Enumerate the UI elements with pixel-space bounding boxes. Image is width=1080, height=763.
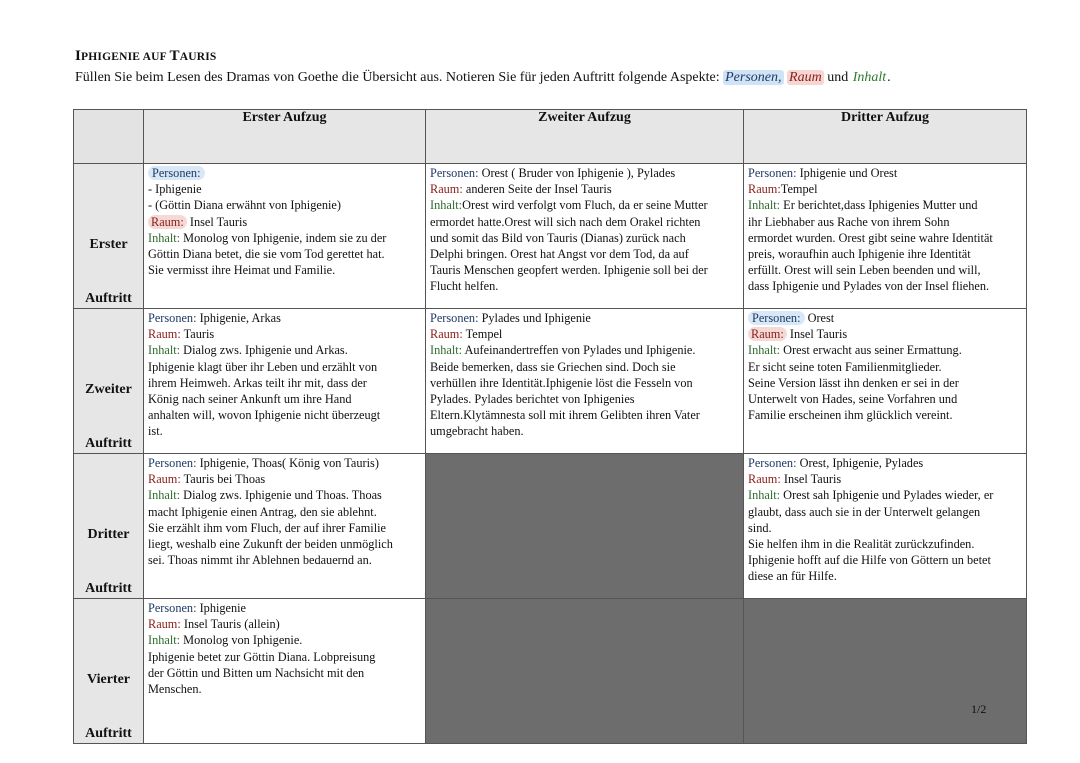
cell-text: ermordet wurden. Orest gibt seine wahre Identität — [748, 230, 993, 245]
cell-line — [748, 520, 1023, 536]
cell-line — [430, 262, 740, 278]
cell-text: sind. — [748, 520, 772, 535]
row-header-vierter-auftritt: Vierter Auftritt — [74, 599, 144, 744]
cell-line — [748, 181, 1023, 197]
label-personen: Personen: — [148, 601, 197, 615]
cell-text: Beide bemerken, dass sie Griechen sind. Doch sie — [430, 359, 676, 374]
cell-line — [148, 665, 422, 681]
label-raum: Raum: — [748, 327, 787, 341]
column-header-erster-aufzug: Erster Aufzug — [144, 110, 426, 164]
cell-line — [430, 407, 740, 423]
cell-line — [148, 246, 422, 262]
cell-line — [430, 278, 740, 294]
cell-text: macht Iphigenie einen Antrag, den sie ablehnt. — [148, 504, 377, 519]
cell-text: Er berichtet,dass Iphigenies Mutter und — [780, 198, 978, 213]
cell-text: Pylades und Iphigenie — [478, 311, 591, 325]
table-row — [74, 454, 1027, 599]
cell-line — [430, 359, 740, 375]
cell-text: Sie vermisst ihre Heimat und Familie. — [148, 263, 336, 278]
cell-line — [430, 165, 740, 181]
cell-line — [148, 165, 422, 181]
cell-text: Familie erscheinen ihm glücklich vereint. — [748, 408, 953, 423]
table-cell[interactable] — [744, 309, 1027, 454]
cell-line — [748, 214, 1023, 230]
cell-line — [430, 342, 740, 358]
label-raum: Raum: — [148, 472, 181, 487]
cell-text: Insel Tauris (allein) — [180, 617, 280, 632]
cell-text: Orest erwacht aus seiner Ermattung. — [780, 343, 962, 358]
cell-text: ermordet hatte.Orest will sich nach dem Orakel richten — [430, 214, 701, 229]
cell-line — [148, 632, 422, 648]
cell-text: dass Iphigenie und Pylades von der Insel fliehen. — [748, 279, 990, 294]
cell-line — [748, 165, 1023, 181]
label-raum: Raum: — [748, 472, 781, 487]
cell-line — [748, 504, 1023, 520]
cell-line — [148, 407, 422, 423]
cell-text: Menschen. — [148, 682, 202, 697]
corner-cell — [74, 110, 144, 164]
cell-line — [148, 423, 422, 439]
cell-text: Iphigenie, Arkas — [196, 311, 281, 325]
cell-line — [148, 504, 422, 520]
label-inhalt: Inhalt: — [148, 343, 181, 358]
cell-text: Er sicht seine toten Familienmitglieder. — [748, 359, 942, 374]
cell-text: Orest wird verfolgt vom Fluch, da er seine Mutter — [462, 198, 708, 213]
label-raum: Raum: — [430, 327, 463, 342]
label-inhalt: Inhalt: — [748, 343, 781, 358]
cell-line — [748, 407, 1023, 423]
cell-text: diese an für Hilfe. — [748, 569, 837, 584]
cell-text: Tempel — [462, 327, 503, 342]
cell-text: anderen Seite der Insel Tauris — [462, 182, 612, 197]
label-inhalt: Inhalt: — [748, 488, 781, 503]
cell-text: Iphigenie und Orest — [796, 166, 898, 180]
cell-text: ihrem Heimweh. Arkas teilt ihr mit, dass der — [148, 375, 367, 390]
cell-line — [148, 471, 422, 487]
cell-line — [148, 536, 422, 552]
cell-line — [748, 246, 1023, 262]
document-title: IPHIGENIE AUF TAURIS — [75, 48, 217, 64]
cell-text: Unterwelt von Hades, seine Vorfahren und — [748, 392, 958, 407]
header-row — [74, 110, 1027, 164]
cell-text: der Göttin und Bitten um Nachsicht mit den — [148, 665, 365, 680]
cell-text: Insel Tauris — [786, 327, 848, 342]
cell-text: Monolog von Iphigenie. — [180, 633, 303, 648]
table-cell[interactable] — [144, 599, 426, 744]
table-cell[interactable] — [144, 454, 426, 599]
highlight-personen: Personen, — [725, 70, 782, 85]
cell-line — [148, 391, 422, 407]
cell-line — [148, 310, 422, 326]
cell-line — [748, 326, 1023, 342]
column-header-dritter-aufzug: Dritter Aufzug — [744, 110, 1027, 164]
cell-line — [430, 214, 740, 230]
cell-line — [148, 649, 422, 665]
cell-line — [148, 552, 422, 568]
cell-text: Eltern.Klytämnesta soll mit ihrem Gelibten ihren Vater — [430, 408, 700, 423]
cell-line — [748, 197, 1023, 213]
table-cell[interactable] — [144, 309, 426, 454]
cell-line — [148, 487, 422, 503]
label-raum: Raum: — [148, 215, 187, 229]
label-personen: Personen: — [148, 166, 205, 180]
cell-line — [148, 230, 422, 246]
cell-text: Tauris bei Thoas — [180, 472, 266, 487]
cell-line — [148, 262, 422, 278]
cell-line — [430, 197, 740, 213]
table-cell[interactable] — [744, 164, 1027, 309]
label-personen: Personen: — [748, 311, 805, 325]
cell-text: umgebracht haben. — [430, 424, 524, 439]
label-personen: Personen: — [148, 311, 197, 325]
cell-text: Orest, Iphigenie, Pylades — [796, 456, 924, 470]
cell-text: Orest ( Bruder von Iphigenie ), Pylades — [478, 166, 676, 180]
cell-text: Orest — [804, 311, 835, 325]
label-inhalt: Inhalt: — [148, 230, 181, 245]
filled-cell — [426, 599, 744, 744]
cell-text: glaubt, dass auch sie in der Unterwelt gelangen — [748, 504, 981, 519]
label-raum: Raum: — [148, 617, 181, 632]
cell-line — [148, 326, 422, 342]
cell-text: Flucht helfen. — [430, 279, 499, 294]
label-inhalt: Inhalt: — [748, 198, 781, 213]
cell-text: anhalten will, wovon Iphigenie nicht überzeugt — [148, 408, 381, 423]
cell-text: Iphigenie hofft auf die Hilfe von Göttern un betet — [748, 553, 991, 568]
cell-line — [148, 181, 422, 197]
cell-line — [748, 552, 1023, 568]
label-raum: Raum: — [748, 182, 781, 197]
label-inhalt: Inhalt: — [148, 488, 181, 503]
cell-text: Iphigenie, Thoas( König von Tauris) — [196, 456, 379, 470]
cell-text: Insel Tauris — [186, 214, 248, 229]
cell-line — [748, 391, 1023, 407]
label-inhalt: Inhalt: — [148, 633, 181, 648]
cell-text: ihr Liebhaber aus Rache von ihrem Sohn — [748, 214, 950, 229]
cell-text: und somit das Bild von Tauris (Dianas) zurück nach — [430, 230, 686, 245]
highlight-inhalt: Inhalt — [852, 70, 887, 85]
table-cell[interactable] — [744, 454, 1027, 599]
row-header-zweiter-auftritt: Zweiter Auftritt — [74, 309, 144, 454]
cell-text: preis, woraufhin auch Iphigenie ihre Identität — [748, 247, 971, 262]
cell-text: Tempel — [780, 182, 818, 197]
cell-line — [148, 197, 422, 213]
cell-line — [748, 278, 1023, 294]
cell-text: Aufeinandertreffen von Pylades und Iphigenie. — [462, 343, 696, 358]
cell-line — [148, 681, 422, 697]
cell-text: Monolog von Iphigenie, indem sie zu der — [180, 230, 387, 245]
cell-text: - (Göttin Diana erwähnt von Iphigenie) — [148, 198, 341, 213]
cell-line — [748, 310, 1023, 326]
cell-text: Seine Version lässt ihn denken er sei in der — [748, 375, 959, 390]
cell-line — [430, 423, 740, 439]
cell-text: Sie helfen ihm in die Realität zurückzufinden. — [748, 537, 975, 552]
page-number: 1/2 — [971, 702, 987, 716]
cell-line — [430, 375, 740, 391]
cell-text: König nach seiner Ankunft um ihre Hand — [148, 392, 352, 407]
cell-text: Tauris Menschen geopfert werden. Iphigenie soll bei der — [430, 263, 708, 278]
highlight-raum: Raum — [789, 70, 822, 85]
cell-line — [748, 342, 1023, 358]
cell-text: Pylades. Pylades berichtet von Iphigenies — [430, 392, 635, 407]
cell-line — [748, 375, 1023, 391]
cell-text: ist. — [148, 424, 163, 439]
table-row — [74, 164, 1027, 309]
cell-line — [748, 262, 1023, 278]
table-row — [74, 309, 1027, 454]
cell-text: - Iphigenie — [148, 182, 202, 197]
cell-line — [748, 487, 1023, 503]
cell-line — [748, 536, 1023, 552]
instruction-main: Füllen Sie beim Lesen des Dramas von Goethe die Übersicht aus. Notieren Sie für jeden Auftritt folgende Aspekte: — [75, 70, 724, 85]
cell-line — [148, 600, 422, 616]
cell-text: Delphi bringen. Orest hat Angst vor dem Tod, da auf — [430, 247, 689, 262]
cell-text: Sie erzählt ihm vom Fluch, der auf ihrer Familie — [148, 520, 387, 535]
cell-line — [748, 568, 1023, 584]
cell-text: Dialog zws. Iphigenie und Arkas. — [180, 343, 348, 358]
table-cell[interactable] — [426, 309, 744, 454]
table-cell[interactable] — [144, 164, 426, 309]
cell-text: Tauris — [180, 327, 215, 342]
label-raum: Raum: — [430, 182, 463, 197]
cell-text: sei. Thoas nimmt ihr Ablehnen bedauernd an. — [148, 553, 372, 568]
cell-line — [748, 455, 1023, 471]
label-inhalt: Inhalt: — [430, 198, 463, 213]
cell-line — [430, 310, 740, 326]
instruction-text: Füllen Sie beim Lesen des Dramas von Goethe die Übersicht aus. Notieren Sie für jeden Auftritt folgende Aspekte: Personen, Raum und Inhalt. — [75, 70, 891, 85]
label-personen: Personen: — [430, 166, 479, 180]
cell-text: Insel Tauris — [780, 472, 842, 487]
cell-line — [430, 246, 740, 262]
cell-line — [430, 230, 740, 246]
cell-text: Iphigenie — [196, 601, 247, 615]
cell-line — [148, 342, 422, 358]
cell-line — [148, 520, 422, 536]
label-personen: Personen: — [748, 456, 797, 470]
filled-cell — [744, 599, 1027, 744]
row-header-erster-auftritt: Erster Auftritt — [74, 164, 144, 309]
cell-line — [430, 326, 740, 342]
column-header-zweiter-aufzug: Zweiter Aufzug — [426, 110, 744, 164]
cell-text: verhüllen ihre Identität.Iphigenie löst die Fesseln von — [430, 375, 693, 390]
cell-line — [748, 359, 1023, 375]
cell-text: Dialog zws. Iphigenie und Thoas. Thoas — [180, 488, 382, 503]
cell-text: Orest sah Iphigenie und Pylades wieder, er — [780, 488, 994, 503]
cell-line — [748, 230, 1023, 246]
label-personen: Personen: — [148, 456, 197, 470]
cell-line — [430, 181, 740, 197]
cell-line — [148, 616, 422, 632]
cell-text: Göttin Diana betet, die sie vom Tod gerettet hat. — [148, 247, 385, 262]
label-raum: Raum: — [148, 327, 181, 342]
cell-text: Iphigenie klagt über ihr Leben und erzählt von — [148, 359, 378, 374]
filled-cell — [426, 454, 744, 599]
cell-line — [148, 359, 422, 375]
label-inhalt: Inhalt: — [430, 343, 463, 358]
cell-text: liegt, weshalb eine Zukunft der beiden unmöglich — [148, 537, 393, 552]
cell-line — [148, 455, 422, 471]
cell-line — [148, 375, 422, 391]
cell-line — [430, 391, 740, 407]
table-cell[interactable] — [426, 164, 744, 309]
label-personen: Personen: — [430, 311, 479, 325]
table-row — [74, 599, 1027, 744]
row-header-dritter-auftritt: Dritter Auftritt — [74, 454, 144, 599]
label-personen: Personen: — [748, 166, 797, 180]
cell-line — [748, 471, 1023, 487]
cell-text: erfüllt. Orest will sein Leben beenden und will, — [748, 263, 981, 278]
cell-line — [148, 214, 422, 230]
overview-table — [73, 109, 1027, 744]
cell-text: Iphigenie betet zur Göttin Diana. Lobpreisung — [148, 649, 376, 664]
